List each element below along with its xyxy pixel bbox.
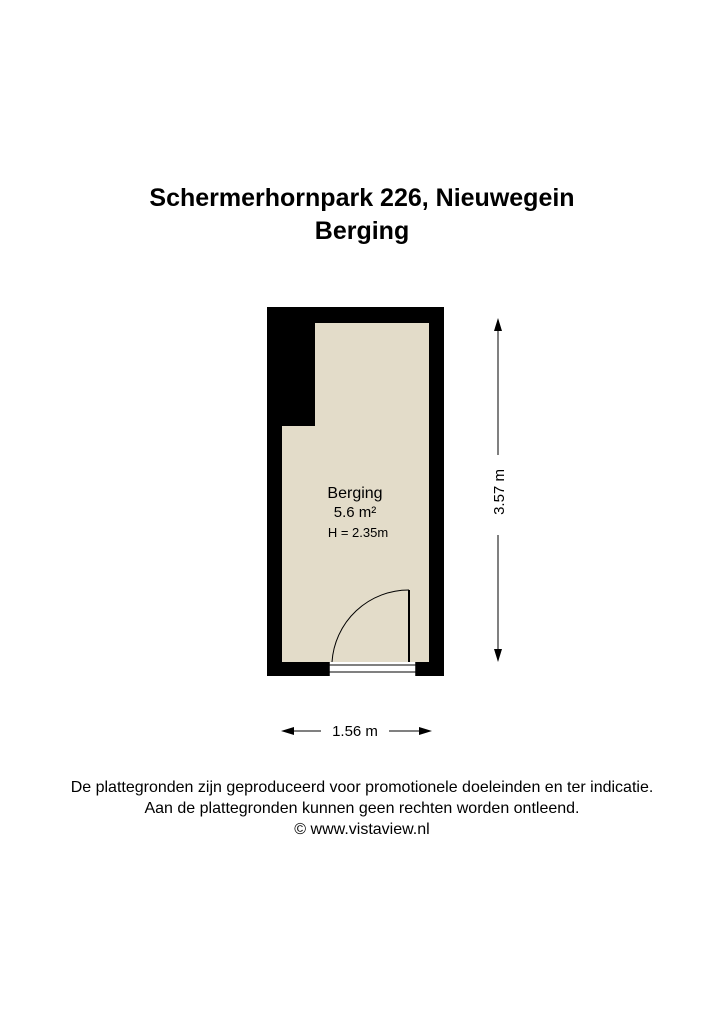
room-height: H = 2.35m — [327, 525, 389, 540]
room-name: Berging — [327, 485, 383, 502]
plan-subtitle: Berging — [314, 217, 410, 245]
disclaimer-line-2: Aan de plattegronden kunnen geen rechten worden ontleend. — [144, 800, 580, 817]
width-dimension — [281, 723, 432, 740]
room-area: 5.6 m² — [333, 504, 377, 521]
door-opening — [329, 662, 416, 676]
copyright-line: © www.vistaview.nl — [294, 821, 430, 838]
width-dimension-label: 1.56 m — [332, 723, 378, 740]
plan-title: Schermerhornpark 226, Nieuwegein — [149, 184, 575, 212]
disclaimer-line-1: De plattegronden zijn geproduceerd voor promotionele doeleinden en ter indicatie. — [70, 779, 654, 796]
height-dimension-label: 3.57 m — [491, 469, 508, 515]
height-dimension — [491, 318, 508, 662]
